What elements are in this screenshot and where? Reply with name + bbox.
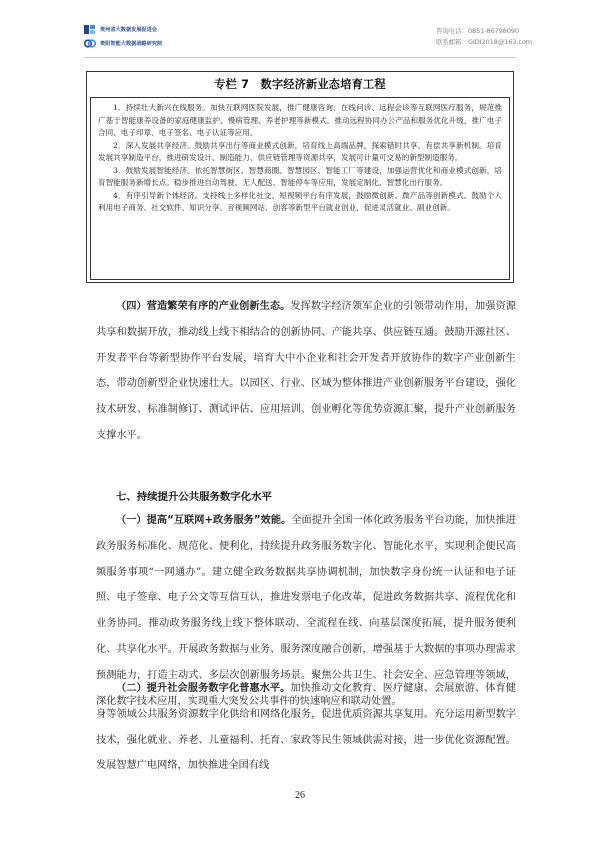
logo-line-institute: 贵阳智能大数据战略研究院 (100, 40, 163, 47)
paragraph-text: 加快推动文化教育、医疗健康、会展旅游、体育健身等领域公共服务资源数字化供给和网络化服务，促进优质资源共享复用。充分运用新型数字技术，强化就业、养老、儿童福利、托育、家政等民生领域供需对接，进一步优化资源配置。发展智慧广电网络，加快推进全国有线 (96, 683, 516, 772)
paragraph-lead: （一）提高“互联网+政务服务”效能。 (116, 515, 292, 526)
section-heading: 七、持续提升公共服务数字化水平 (116, 491, 272, 503)
organization-logo (84, 22, 224, 50)
column-item-individual-economy: 4．有序引导新个体经济。支持线上多样化社交、短视频平台有序发展，鼓励微创新、微产品等创新模式。鼓励个人利用电子商务、社交软件、知识分享、音视频网站、创客等新型平台就业创业，促进灵活就业、副业创新。 (98, 190, 502, 212)
column-item-online-services: 1．持续壮大新兴在线服务。加快互联网医院发展，推广健康咨询、在线问诊、远程会诊等互联网医疗服务，规范推广基于智能康养设备的家庭健康监护、慢病管理、养老护理等新模式。推动远程协同办公产品和服务优化升级，推广电子合同、电子印章、电子签名、电子认证等应用。 (98, 103, 502, 137)
paragraph-social-services (96, 676, 516, 779)
column-box-title: 专栏 7 数字经济新业态培育工程 (214, 78, 386, 91)
column-box (86, 71, 514, 283)
association-logo-icon (84, 24, 96, 35)
column-box-content (90, 97, 510, 280)
institute-logo-icon (84, 38, 96, 49)
contact-email: 联系邮箱：GIDI2018@163.com (436, 38, 533, 46)
paragraph-innovation-ecosystem (96, 294, 516, 449)
paragraph-lead: （四）营造繁荣有序的产业创新生态。 (116, 301, 291, 312)
contact-info (436, 26, 532, 48)
column-item-sharing-economy: 2．深入发展共享经济。鼓励共享出行等商业模式创新，培育线上高端品牌，探索错时共享、有偿共享新机制。培育发展共享制造平台，推进研发设计、制造能力、供应链管理等资源共享，发展可计量可交易的新型制造服务。 (98, 140, 502, 162)
page-number: 26 (295, 790, 305, 801)
logo-line-association: 贵州省大数据发展促进会 (100, 26, 158, 33)
header-divider (84, 57, 516, 58)
column-item-smart-economy: 3．鼓励发展智能经济。依托智慧街区、智慧商圈、智慧园区、智能工厂等建设，加强运营优化和商业模式创新，培育智能服务新增长点。稳步推进自动驾驶、无人配送、智能停车等应用，发展定制化、智慧化出行服务。 (98, 165, 502, 187)
paragraph-text: 发挥数字经济领军企业的引领带动作用，加强资源共享和数据开放，推动线上线下相结合的创新协同、产能共享、供应链互通。鼓励开源社区、开发者平台等新型协作平台发展，培育大中小企业和社会开发者开放协作的数字产业创新生态，带动创新型企业快速壮大。以园区、行业、区域为整体推进产业创新服务平台建设，强化技术研发、标准制修订、测试评估、应用培训、创业孵化等优势资源汇聚，提升产业创新服务支撑水平。 (96, 301, 516, 441)
contact-phone: 咨询电话：0851-86798090 (436, 27, 520, 35)
paragraph-lead: （二）提升社会服务数字化普惠水平。 (116, 683, 291, 694)
paragraph-text: 全面提升全国一体化政务服务平台功能，加快推进政务服务标准化、规范化、便利化，持续提升政务服务数字化、智能化水平，实现利企便民高频服务事项“一网通办”。建立健全政务数据共享协调机制，加快数字身份统一认证和电子证照、电子签章、电子公文等互信互认，推进发票电子化改革，促进政务数据共享、流程优化和业务协同。推动政务服务线上线下整体联动、全流程在线、向基层深度拓展，提升服务便利化、共享化水平。开展政务数据与业务、服务深度融合创新，增强基于大数据的事项办理需求预测能力，打造主动式、多层次创新服务场景。聚焦公共卫生、社会安全、应急管理等领域，深化数字技术应用，实现重大突发公共事件的快速响应和联动处置。 (96, 515, 516, 707)
page-header (0, 0, 600, 52)
